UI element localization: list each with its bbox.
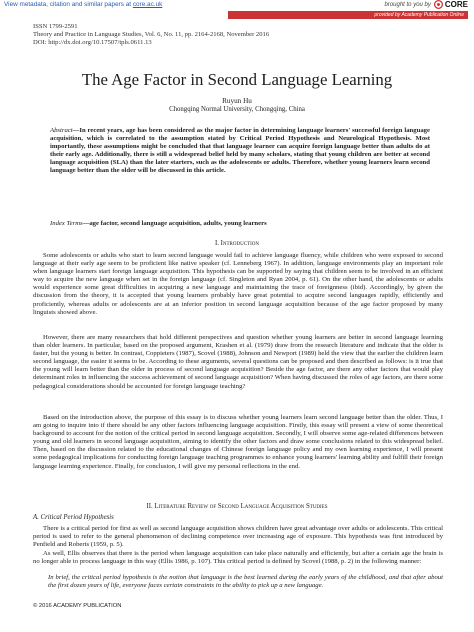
abstract-label: Abstract bbox=[50, 127, 73, 134]
paragraph-4: There is a critical period for first as well as second language acquisition shows children have great advantage over adults or adolescents. This critical period is used to refer to the general phenomenon of declining competence over increasing age of exposure. This hypothesis was first introduced by Penfield and Roberts (1959, p. 5). bbox=[33, 525, 443, 549]
footer-copyright: © 2016 ACADEMY PUBLICATION bbox=[33, 603, 122, 609]
paragraph-1: Some adolescents or adults who start to learn second language would fail to achieve language fluency, while children who were exposed to second language at their early age seem to be proficient like native speaker (cf. Lenneberg 1967). In addition, language environments play an important role when language learners start foreign language acquisition. This hypothesis can be supported by saying that children seem to be involved in an efficient way to acquire the new language when set in the foreign language (cf. Singleton and Ryan 2004, p. 61). On the other hand, the adolescents or adults would experience some great difficulties in acquiring a new language and maintaining the trace of foreignness (ibid). Accordingly, by given the discussion from the theory, it is accepted that young learners probably have great potential to acquire second languages rapidly, efficiently and proficiently, whereas adults or adolescents are at an inferior position in second language acquisition because of the age factor proposed by many linguists showed above. bbox=[33, 252, 443, 316]
subsection-heading-critical-period: A. Critical Period Hypothesis bbox=[33, 514, 114, 521]
abstract-text: —In recent years, age has been considered as the major factor in determining language learners' successful foreign language acquisition, which is correlated to the assumption stated by Critical Period Hypothesis and Neurological Hypothesis. Most importantly, these assumptions might be concluded that that language learner can acquire foreign language better than adults do at their early age. Additionally, there is still a widespread belief held by many scholars, stating that young children are better at second language acquisition (SLA) than the later starters, such as the adolescents or adults. Therefore, whether young learners learn second language better than the older will be discussed in this article. bbox=[50, 127, 430, 175]
core-logo[interactable] bbox=[434, 0, 468, 9]
core-banner bbox=[0, 0, 474, 11]
paragraph-2: However, there are many researchers that hold different perspectives and question whether young learners are better in second language learning than older learners. In particular, based on the proposed argument, Krashen et al. (1979) draw from the research literature and indicate that the older is faster, but the young is better. In contrast, Coppieters (1987), Scovel (1988), Johnson and Newport (1989) held the view that the earlier the children learn second language, the easier it seems to be. According to these arguments, several questions can be proposed and then described as follows: is it true that the young will learn better than the older in process of second language acquisition? Beside the age factor, are there any other factors that would play determinant roles in influencing the success achievement of second language acquisition? When having discussed the roles of age factors, are there some pedagogical considerations should be accounted for foreign language teaching? bbox=[33, 334, 443, 390]
core-metadata-link-row bbox=[4, 1, 162, 8]
paragraph-3: Based on the introduction above, the purpose of this essay is to discuss whether young learners learn second language better than the older. Thus, I am going to inquire into if there should be any other factors influencing language acquisition. Firstly, this essay will present a view of some theoretical background to account for the notion of the critical period in second language acquisition. Secondly, I will observe some age-related differences between young and old learners in second language acquisition, aiming to identify the other factors and draw some conclusions related to this widespread belief. Then, based on the discussion related to the educational changes of Chinese foreign language policy and my own learning experience, I will present some pedagogical implications for conducting foreign language teaching programmes to enhance young learners' learning ability and fulfill their foreign language learning experience. Finally, for conclusion, I will give my personal reflections in the end. bbox=[33, 414, 443, 470]
author-affiliation: Chongqing Normal University, Chongqing, China bbox=[169, 106, 305, 113]
core-logo-icon bbox=[434, 0, 443, 9]
core-link[interactable]: core.ac.uk bbox=[132, 1, 163, 8]
provided-by-banner[interactable]: provided by Academy Publication Online bbox=[228, 11, 468, 19]
author-name: Ruyun Hu bbox=[222, 97, 252, 105]
core-brought-by bbox=[385, 0, 469, 9]
doi: DOI: http://dx.doi.org/10.17507/tpls.0611.13 bbox=[33, 39, 152, 47]
abstract bbox=[50, 127, 430, 176]
block-quote: In brief, the critical period hypothesis is the notion that language is the best learned during the early years of the childhood, and that after about the first dozen years of life, everyone faces certain constraints in the ability to pick up a new language. bbox=[48, 574, 443, 590]
index-terms-text: —age factor, second language acquisition, adults, young learners bbox=[82, 220, 267, 227]
journal-citation: Theory and Practice in Language Studies, Vol. 6, No. 11, pp. 2164-2168, November 2016 bbox=[33, 31, 270, 39]
section-heading-literature-review: II. Literature Review of Second Language Acquisition Studies bbox=[146, 503, 328, 510]
core-logo-text: CORE bbox=[444, 0, 468, 9]
section-heading-introduction: I. Introduction bbox=[214, 240, 260, 247]
brought-by-text: brought to you by bbox=[384, 1, 431, 8]
core-metadata-text: View metadata, citation and similar papers at bbox=[4, 1, 132, 8]
index-terms-label: Index Terms bbox=[50, 220, 83, 227]
issn: ISSN 1799-2591 bbox=[33, 23, 78, 30]
paper-title: The Age Factor in Second Language Learning bbox=[81, 70, 393, 89]
journal-header bbox=[33, 23, 269, 47]
index-terms bbox=[50, 220, 430, 227]
paragraph-5: As well, Ellis observes that there is the period when language acquisition can take place naturally and efficiently, but after a certain age the brain is no longer able to process language in this way (Ellis 1986, p. 107). This critical period is defined by Scovel (1988, p. 2) in the following manner: bbox=[33, 550, 443, 566]
